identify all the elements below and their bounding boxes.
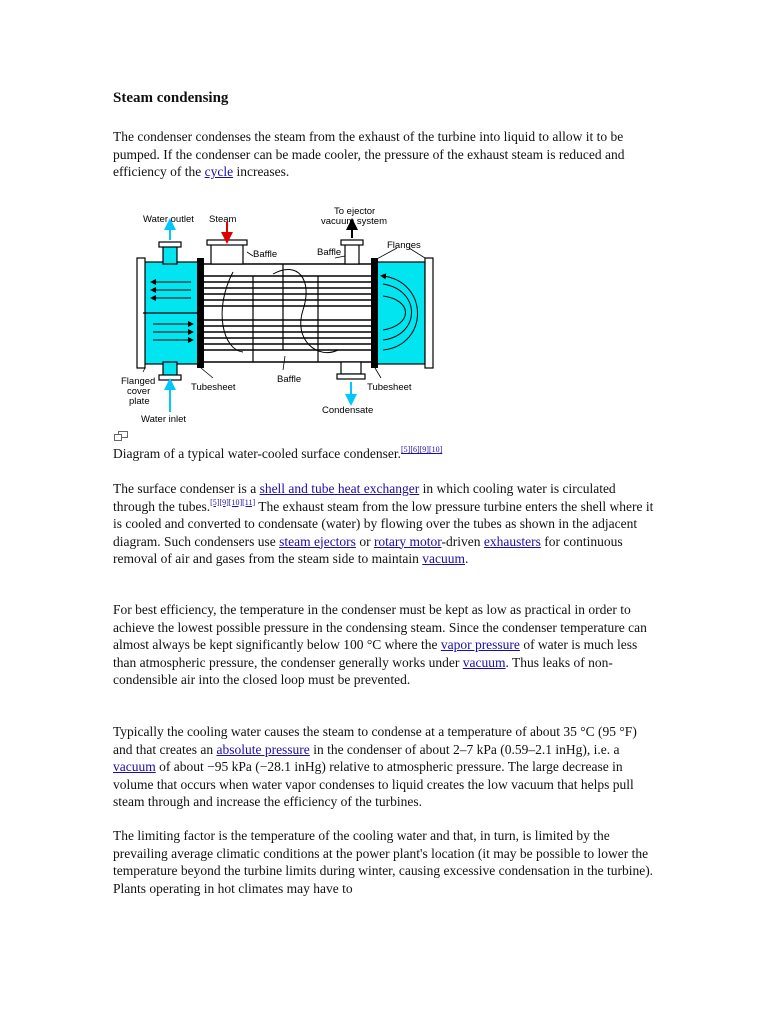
shell-and-tube-link[interactable]: shell and tube heat exchanger bbox=[259, 481, 420, 496]
paragraph-surface-condenser: The surface condenser is a shell and tube heat exchanger in which cooling water is circulated through the tubes.[5][9][10][11] The exhaust steam from the low pressure turbine enters the shell where it is cooled and converted to condensate (water) by flowing over the tubes as shown in the adjacent diagram. Such condensers use steam ejectors or rotary motor-driven exhausters for continuous removal of air and gases from the steam side to maintain vacuum. bbox=[113, 481, 654, 566]
label-tubesheet-left: Tubesheet bbox=[191, 382, 236, 393]
ref-link[interactable]: [5] bbox=[400, 445, 411, 454]
vapor-pressure-link[interactable]: vapor pressure bbox=[440, 637, 520, 652]
paragraph-cooling-water: Typically the cooling water causes the steam to condense at a temperature of about 35 °C (95 °F) and that creates an absolute pressure in the condenser of about 2–7 kPa (0.59–2.1 inHg), i.e. a vacuum of about −95 kPa (−28.1 inHg) relative to atmospheric pressure. The large decrease in volume that occurs when water vapor condenses to liquid creates the low vacuum that helps pull steam through and increase the efficiency of the turbines. bbox=[113, 724, 637, 809]
condenser-diagram bbox=[113, 200, 443, 428]
label-flanges: Flanges bbox=[387, 240, 421, 251]
label-plate: plate bbox=[129, 396, 150, 407]
ref-link[interactable]: [9] bbox=[419, 445, 429, 454]
label-steam: Steam bbox=[209, 214, 237, 225]
ref-link[interactable]: [6] bbox=[410, 445, 420, 454]
vacuum-link[interactable]: vacuum bbox=[462, 654, 506, 670]
ref-link[interactable]: [9] bbox=[219, 497, 229, 507]
label-cover: cover bbox=[127, 386, 151, 397]
label-baffle-bottom: Baffle bbox=[277, 374, 302, 385]
tubesheet-left bbox=[197, 258, 204, 368]
ref-link[interactable]: [11] bbox=[242, 497, 256, 507]
flanged-cover-plate-right bbox=[425, 258, 433, 368]
label-to-ejector: To ejector bbox=[334, 206, 376, 217]
enlarge-icon[interactable] bbox=[114, 431, 128, 441]
label-water-outlet: Water outlet bbox=[143, 214, 194, 225]
paragraph-refs bbox=[210, 498, 255, 507]
intro-paragraph: The condenser condenses the steam from the exhaust of the turbine into liquid to allow it to be pumped. If the condenser can be made cooler, the pressure of the exhaust steam is reduced and efficiency of the cycle increases. bbox=[113, 129, 625, 179]
exhausters-link[interactable]: exhausters bbox=[483, 533, 541, 549]
caption-refs bbox=[401, 445, 442, 454]
figure-caption: Diagram of a typical water-cooled surface condenser.[5][6][9][10] bbox=[113, 445, 443, 461]
absolute-pressure-link[interactable]: absolute pressure bbox=[216, 741, 310, 757]
rotary-motor-link[interactable]: rotary motor bbox=[373, 533, 442, 549]
label-water-inlet: Water inlet bbox=[141, 414, 187, 425]
label-condensate: Condensate bbox=[322, 405, 374, 416]
cycle-link[interactable]: cycle bbox=[204, 164, 234, 179]
label-baffle-left: Baffle bbox=[253, 249, 278, 260]
label-baffle-right: Baffle bbox=[317, 247, 342, 258]
tubesheet-right bbox=[371, 258, 378, 368]
ref-link[interactable]: [10] bbox=[428, 445, 443, 454]
steam-ejectors-link[interactable]: steam ejectors bbox=[279, 533, 356, 549]
ref-link[interactable]: [5] bbox=[210, 497, 220, 507]
section-heading: Steam condensing bbox=[113, 90, 229, 106]
paragraph-efficiency: For best efficiency, the temperature in the condenser must be kept as low as practical in order to achieve the lowest possible pressure in the condensing steam. Since the condenser temperature can almost always be kept significantly below 100 °C where the vapor pressure of water is much less than atmospheric pressure, the condenser generally works under vacuum. Thus leaks of non-condensible air into the closed loop must be prevented. bbox=[113, 602, 647, 687]
label-flanged: Flanged bbox=[121, 376, 156, 387]
label-tubesheet-right: Tubesheet bbox=[367, 382, 412, 393]
vacuum-link[interactable]: vacuum bbox=[113, 759, 156, 774]
vacuum-link[interactable]: vacuum bbox=[422, 551, 466, 566]
ref-link[interactable]: [10] bbox=[228, 497, 243, 507]
paragraph-limiting-factor: The limiting factor is the temperature of the cooling water and that, in turn, is limited by the prevailing average climatic conditions at the power plant's location (it may be possible to lower the temperature beyond the turbine limits during winter, causing excessive condensation in the turbine). Plants operating in hot climates may have to bbox=[113, 828, 654, 896]
label-vacuum-system: vacuum system bbox=[321, 216, 387, 227]
